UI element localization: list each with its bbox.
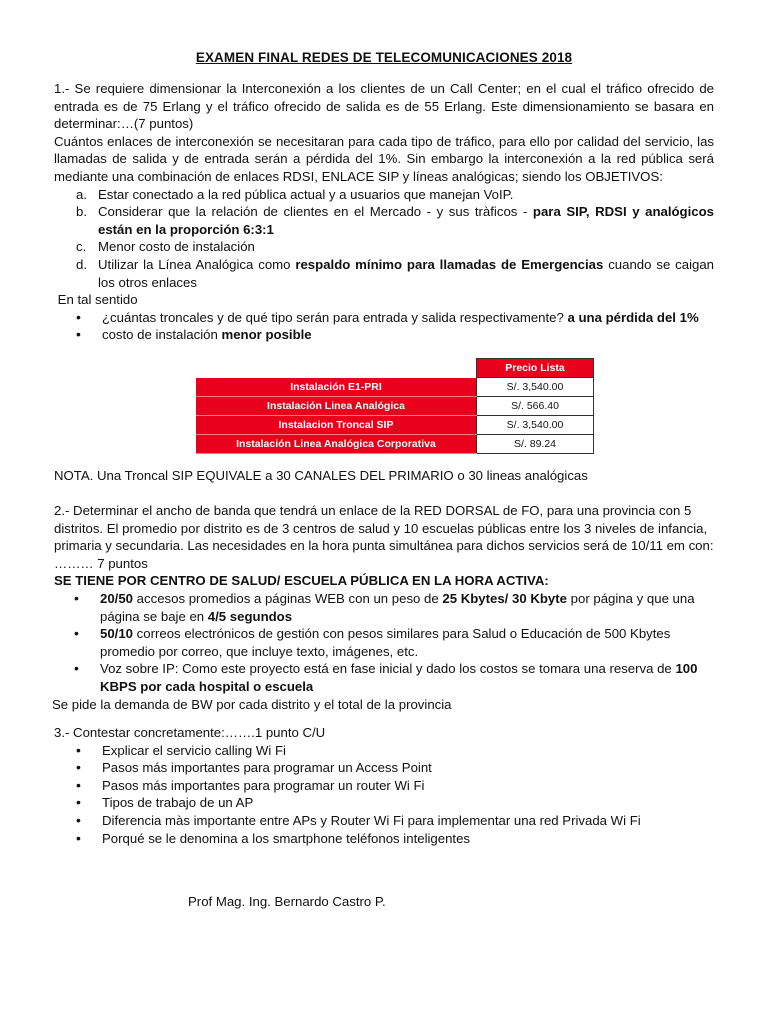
q2-closing: Se pide la demanda de BW por cada distrito y el total de la provincia (52, 696, 452, 712)
price-table (196, 358, 594, 454)
price-value: S/. 566.40 (477, 397, 594, 416)
q2-requirements-list (74, 590, 719, 696)
price-value: S/. 3,540.00 (477, 378, 594, 397)
professor-signature: Prof Mag. Ing. Bernardo Castro P. (188, 894, 386, 909)
q1-en-tal-sentido: En tal sentido (54, 292, 138, 308)
table-row (196, 397, 594, 416)
q1-requirements-list (76, 309, 714, 344)
requirement-item: • costo de instalación menor posible (76, 326, 714, 344)
requirement-item: • ¿cuántas troncales y de qué tipo serán para entrada y salida respectivamente? a una pérdida del 1% (76, 309, 714, 327)
table-row (196, 378, 594, 397)
price-item-label: Instalación E1-PRI (196, 378, 477, 397)
exam-title: EXAMEN FINAL REDES DE TELECOMUNICACIONES 2018 (195, 50, 573, 65)
list-item: • Pasos más importantes para programar un router Wi Fi (76, 777, 719, 795)
price-item-label: Instalación Linea Analógica (196, 397, 477, 416)
q2-heading: SE TIENE POR CENTRO DE SALUD/ ESCUELA PÚBLICA EN LA HORA ACTIVA: (54, 573, 549, 589)
q3-questions-list (76, 742, 719, 848)
q3-intro: 3.- Contestar concretamente:…….1 punto C/U (54, 725, 326, 740)
question-2 (54, 502, 719, 713)
requirement-item: • 50/10 correos electrónicos de gestión con pesos similares para Salud o Educación de 500 Kbytes promedio por correo, que incluye texto, imágenes, etc. (74, 625, 719, 660)
price-item-label: Instalacion Troncal SIP (196, 416, 477, 435)
table-row (196, 416, 594, 435)
list-item: • Pasos más importantes para programar un Access Point (76, 759, 719, 777)
price-item-label: Instalación Linea Analógica Corporativa (196, 435, 477, 454)
objective-item: b. Considerar que la relación de clientes en el Mercado - y sus tràficos - para SIP, RDSI y analógicos están en la proporción 6:3:1 (76, 204, 714, 237)
price-table-header: Precio Lista (477, 359, 594, 378)
list-item: • Porqué se le denomina a los smartphone teléfonos inteligentes (76, 830, 719, 848)
objective-item: a. Estar conectado a la red pública actual y a usuarios que manejan VoIP. (76, 186, 514, 202)
requirement-item: • Voz sobre IP: Como este proyecto está en fase inicial y dado los costos se tomara una reserva de 100 KBPS por cada hospital o escuela (74, 660, 719, 695)
q2-intro: 2.- Determinar el ancho de banda que tendrá un enlace de la RED DORSAL de FO, para una provincia con 5 distritos. El promedio por distrito es de 3 centros de salud y 10 escuelas públicas entre los 3 niveles de infancia, primaria y secundaria. Las necesidades en la hora punta simultánea para dichos servicios será de 10/11 em con: ……… 7 puntos (54, 503, 714, 571)
objective-item: d. Utilizar la Línea Analógica como respaldo mínimo para llamadas de Emergencias cuando se caigan los otros enlaces (76, 256, 715, 290)
price-value: S/. 3,540.00 (477, 416, 594, 435)
objective-item: c. Menor costo de instalación (76, 239, 255, 255)
q1-intro: 1.- Se requiere dimensionar la Interconexión a los clientes de un Call Center; en el cual el tráfico ofrecido de entrada es de 75 Erlang y el tráfico ofrecido de salida es de 55 Erlang. Este dimensionamiento se basara en determinar:…(7 puntos) (54, 81, 714, 132)
requirement-item: • 20/50 accesos promedios a páginas WEB con un peso de 25 Kbytes/ 30 Kbyte por página y que una página se baje en 4/5 segundos (74, 590, 719, 625)
list-item: • Diferencia màs importante entre APs y Router Wi Fi para implementar una red Privada Wi Fi (76, 812, 719, 830)
question-3 (54, 724, 719, 847)
q1-objectives-list (76, 186, 714, 292)
question-1 (54, 80, 714, 344)
list-item: • Tipos de trabajo de un AP (76, 794, 719, 812)
table-row (196, 435, 594, 454)
price-value: S/. 89.24 (477, 435, 594, 454)
list-item: • Explicar el servicio calling Wi Fi (76, 742, 719, 760)
note-sip-trunk: NOTA. Una Troncal SIP EQUIVALE a 30 CANALES DEL PRIMARIO o 30 lineas analógicas (54, 468, 588, 483)
q1-paragraph: Cuántos enlaces de interconexión se necesitaran para cada tipo de tráfico, para ello por calidad del servicio, las llamadas de salida y de entrada serán a pérdida del 1%. Sin embargo la interconexión a la red pública será mediante una combinación de enlaces RDSI, ENLACE SIP y líneas analógicas; siendo los OBJETIVOS: (54, 133, 714, 184)
